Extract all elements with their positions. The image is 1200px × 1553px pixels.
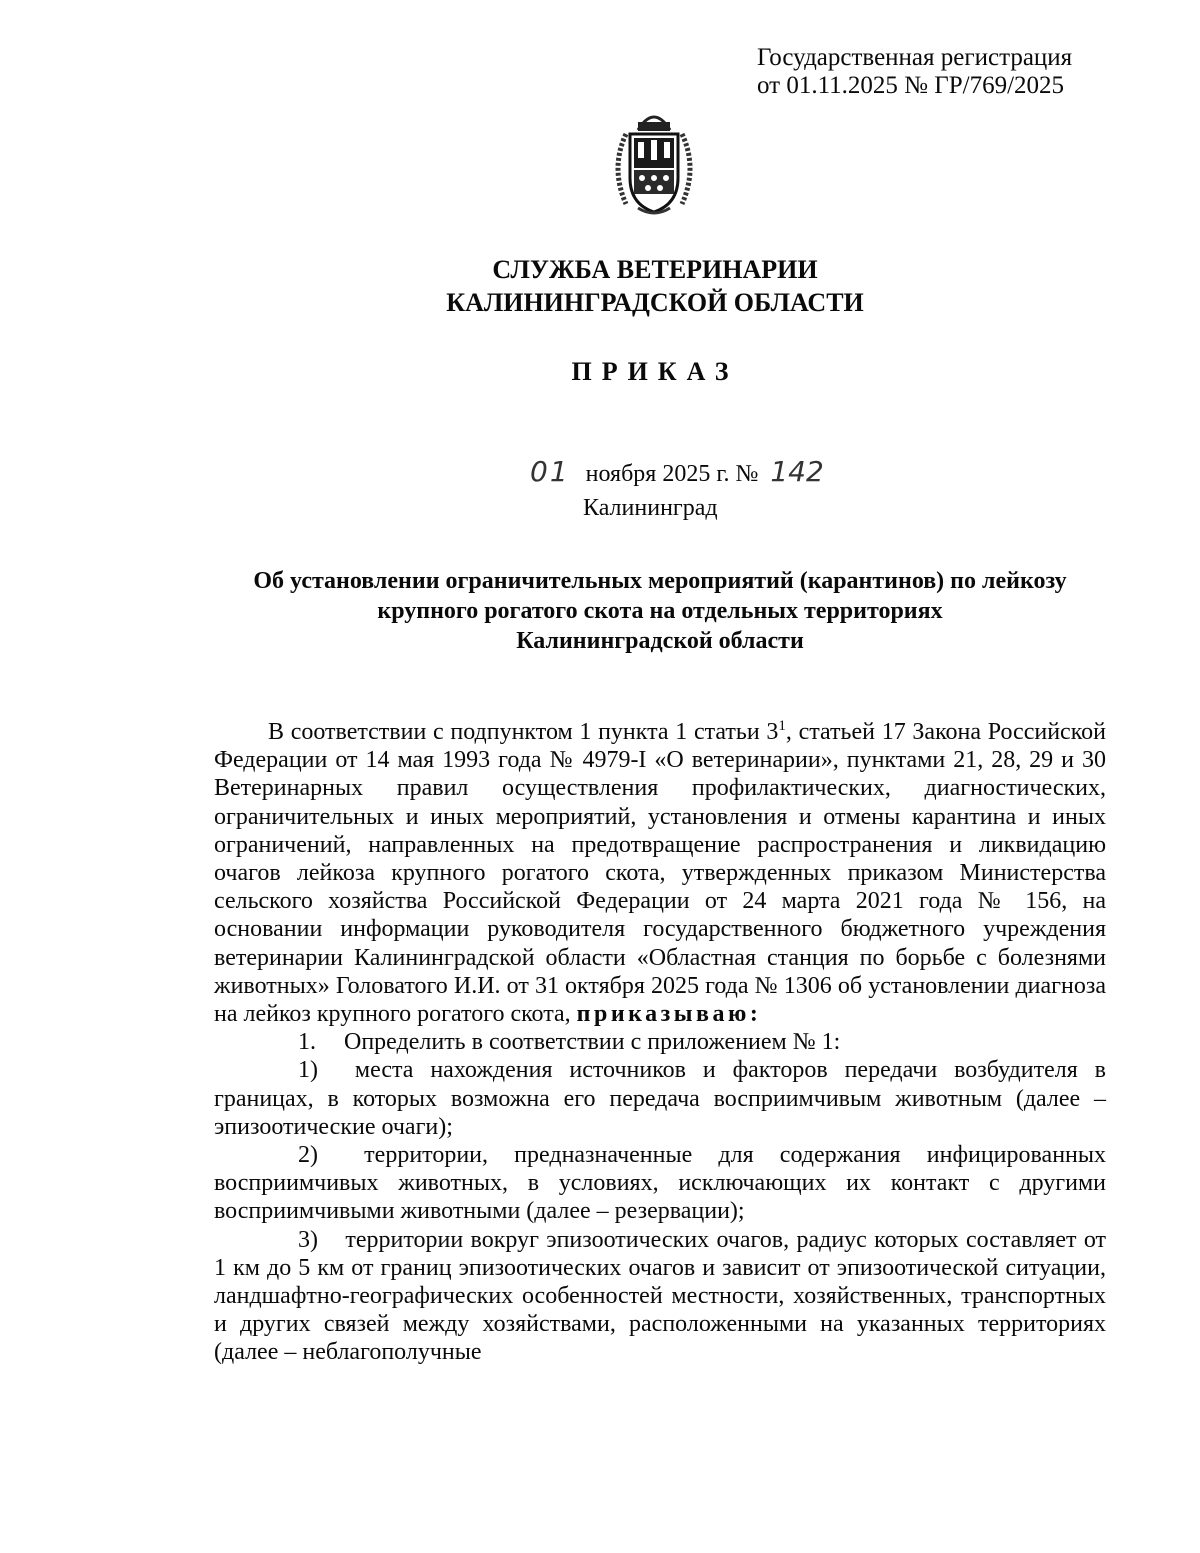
document-title xyxy=(200,566,1120,656)
item-label: 1) xyxy=(298,1057,318,1084)
agency-line-1: СЛУЖБА ВЕТЕРИНАРИИ xyxy=(492,255,818,284)
item-label: 1. xyxy=(298,1029,316,1056)
coat-of-arms-icon xyxy=(608,108,700,218)
item-text: территории вокруг эпизоотических очагов, радиус которых составляет от 1 км до 5 км от границ эпизоотических очагов и зависит от эпизоотической ситуации, ландшафтно-географических особенностей местности, хозяйственных, транспортных и других связей между хозяйствами, расположенными на указанных территориях (далее – неблагополучные xyxy=(214,1226,1106,1366)
preamble-text-2: , статьей 17 Закона Российской Федерации от 14 мая 1993 года № 4979-I «О ветеринарии», пунктами 21, 28, 29 и 30 Ветеринарных правил осуществления профилактических, диагностических, ограничительных и иных мероприятий, установления и отмены карантина и иных ограничений, направленных на предотвращение распространения и ликвидацию очагов лейкоза крупного рогатого скота, утвержденных приказом Министерства сельского хозяйства Российской Федерации от 24 марта 2021 года № 156, на основании информации руководителя государственного бюджетного учреждения ветеринарии Калининградской области «Областная станция по борьбе с болезнями животных» Головатого И.И. от 31 октября 2025 года № 1306 об установлении диагноза на лейкоз крупного рогатого скота, xyxy=(214,719,1106,1028)
item-text: места нахождения источников и факторов передачи возбудителя в границах, в которых возможна его передача восприимчивым животным (далее – эпизоотические очаги); xyxy=(214,1057,1106,1140)
preamble-text-1: В соответствии с подпунктом 1 пункта 1 статьи 3 xyxy=(268,719,779,745)
month-year: ноября 2025 г. № xyxy=(585,461,759,487)
city: Калининград xyxy=(583,495,718,521)
handwritten-number: 142 xyxy=(770,455,824,488)
item-1-2 xyxy=(214,1141,1106,1226)
title-line-1: Об установлении ограничительных мероприятий (карантинов) по лейкозу xyxy=(253,568,1067,594)
item-label: 2) xyxy=(298,1142,318,1169)
registration-line-1: Государственная регистрация xyxy=(757,44,1073,71)
item-text: территории, предназначенные для содержания инфицированных восприимчивых животных, в условиях, исключающих их контакт с другими восприимчивыми животными (далее – резервации); xyxy=(214,1142,1107,1225)
registration-line-2: от 01.11.2025 № ГР/769/2025 xyxy=(757,72,1065,99)
item-1-3 xyxy=(214,1226,1106,1367)
registration-stamp xyxy=(757,44,1072,100)
document-type: ПРИКАЗ xyxy=(571,357,739,386)
agency-line-2: КАЛИНИНГРАДСКОЙ ОБЛАСТИ xyxy=(446,288,864,317)
agency-name xyxy=(0,253,1200,319)
preamble-paragraph xyxy=(214,718,1106,1028)
title-line-2: крупного рогатого скота на отдельных территориях xyxy=(377,598,943,624)
order-word: приказываю: xyxy=(576,1001,762,1028)
handwritten-day: 01 xyxy=(530,455,570,488)
item-1 xyxy=(214,1028,1106,1056)
item-text: Определить в соответствии с приложением № 1: xyxy=(344,1029,841,1056)
item-1-1 xyxy=(214,1056,1106,1141)
preamble-superscript: 1 xyxy=(778,718,786,734)
title-line-3: Калининградской области xyxy=(516,628,804,654)
date-line xyxy=(530,455,824,488)
document-body xyxy=(214,718,1106,1367)
item-label: 3) xyxy=(298,1226,318,1253)
